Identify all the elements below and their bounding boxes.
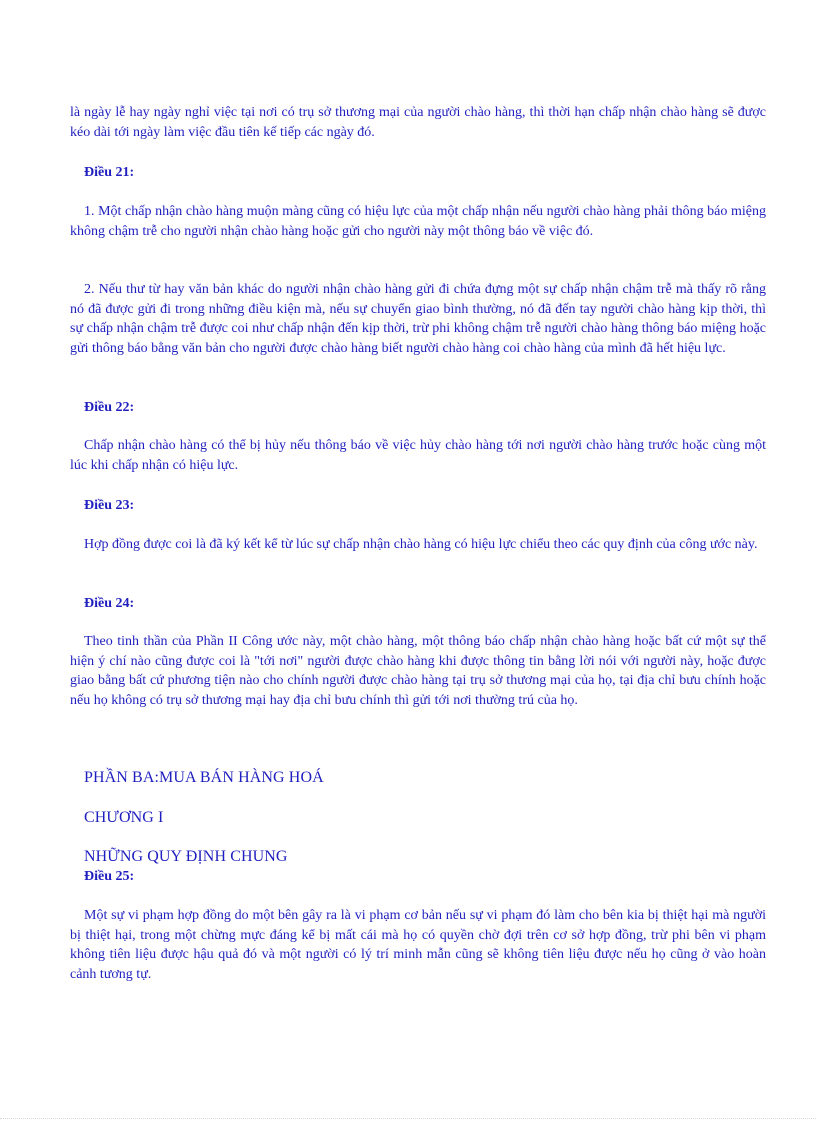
article-22-paragraph: Chấp nhận chào hàng có thể bị hủy nếu thông báo về việc hủy chào hàng tới nơi người chào hàng trước hoặc cùng một lúc khi chấp nhận có hiệu lực. <box>70 438 766 473</box>
article-24-title: Điều 24: <box>84 596 135 611</box>
part-three-title: PHẦN BA:MUA BÁN HÀNG HOÁ <box>84 769 324 786</box>
article-25-paragraph: Một sự vi phạm hợp đồng do một bên gây ra là vi phạm cơ bản nếu sự vi phạm đó làm cho bên kia bị thiệt hại mà người bị thiệt hại, trong một chừng mực đáng kể bị mất cái mà họ có quyền chờ đợi trên cơ sở hợp đồng, trừ phi bên vi phạm không tiên liệu được hậu quả đó và một người có lý trí minh mẫn cũng sẽ không tiên liệu được nếu họ cũng ở vào hoàn cảnh tương tự. <box>70 908 766 982</box>
article-23-paragraph: Hợp đồng được coi là đã ký kết kể từ lúc sự chấp nhận chào hàng có hiệu lực chiểu theo các quy định của công ước này. <box>84 537 758 552</box>
section-title: NHỮNG QUY ĐỊNH CHUNG <box>84 848 288 865</box>
article-22-title: Điều 22: <box>84 400 135 415</box>
article-21-title: Điều 21: <box>84 165 135 180</box>
article-21-paragraph-1: 1. Một chấp nhận chào hàng muộn màng cũng có hiệu lực của một chấp nhận nếu người chào hàng phải thông báo miệng không chậm trễ cho người nhận chào hàng hoặc gửi cho người này một thông báo về việc đó. <box>70 204 766 239</box>
article-23-title: Điều 23: <box>84 498 135 513</box>
article-25-title: Điều 25: <box>84 869 135 884</box>
article-24-paragraph: Theo tinh thần của Phần II Công ước này, một chào hàng, một thông báo chấp nhận chào hàng hoặc bất cứ một sự thể hiện ý chí nào cũng được coi là "tới nơi" người được chào hàng khi được thông tin bằng lời nói với người này, hoặc được giao bằng bất cứ phương tiện nào cho chính người được chào hàng tại trụ sở thương mại của họ, tại địa chỉ bưu chính hoặc nếu họ không có trụ sở thương mại hay địa chỉ bưu chính thì gửi tới nơi thường trú của họ. <box>70 634 766 708</box>
article-21-paragraph-2: 2. Nếu thư từ hay văn bản khác do người nhận chào hàng gửi đi chứa đựng một sự chấp nhận chậm trễ mà thấy rõ rằng nó đã được gửi đi trong những điều kiện mà, nếu sự chuyển giao bình thường, nó đã đến tay người chào hàng kịp thời, thì sự chấp nhận chậm trễ được coi như chấp nhận đến kịp thời, trừ phi không chậm trễ người chào hàng thông báo miệng hoặc gửi thông báo bằng văn bản cho người được chào hàng biết người chào hàng coi chào hàng của mình đã hết hiệu lực. <box>70 282 766 356</box>
page-bottom-border <box>0 1118 816 1119</box>
continuation-paragraph: là ngày lễ hay ngày nghỉ việc tại nơi có trụ sở thương mại của người chào hàng, thì thời hạn chấp nhận chào hàng sẽ được kéo dài tới ngày làm việc đầu tiên kế tiếp các ngày đó. <box>70 105 766 140</box>
chapter-title: CHƯƠNG I <box>84 809 164 826</box>
